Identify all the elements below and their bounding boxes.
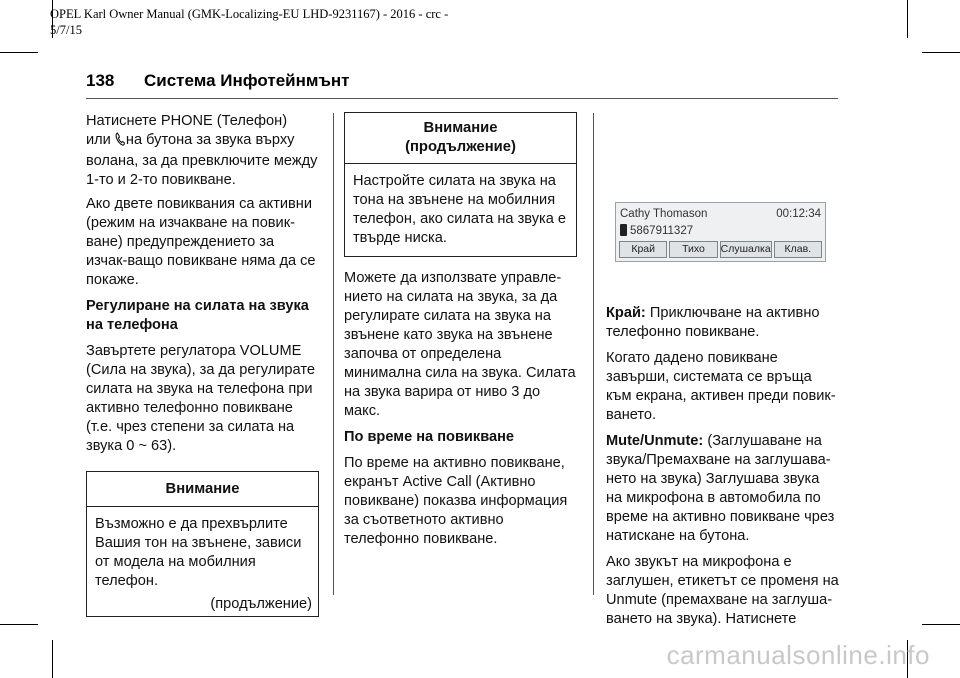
column-1 [86,112,319,617]
notice-title-line: (продължение) [405,139,516,155]
heading-rule [86,98,838,99]
crop-mark [0,624,38,625]
caller-number: 5867911327 [630,225,694,237]
column-divider [593,113,594,595]
crop-mark [0,52,38,53]
paragraph: Можете да използвате управле-нието на силата на звука, за да регулирате силата на звука на звънене като звука на звънене започва от определена минимална сила на звука. Силата на звука варира от ниво 3 до макс. [344,270,576,419]
column-2 [344,112,577,556]
page-heading [86,71,349,91]
paragraph [606,432,839,546]
caller-number-row [620,223,693,239]
column-divider [333,113,334,595]
notice-box [86,471,319,617]
paragraph [86,112,319,190]
paragraph: Ако двете повиквания са активни (режим на изчакване на повик-ване) предупреждението за изчак-ващо повикване няма да се покаже. [86,196,316,288]
crop-mark [907,0,908,38]
page-number: 138 [86,71,115,90]
section-title: Система Инфотейнмънт [144,71,350,90]
notice-title-line: Внимание [423,120,498,136]
text: Приключване на активно телефонно повикване. [606,305,820,340]
term-end: Край: [606,305,646,321]
notice-title: Внимание [87,472,318,507]
screen-softkeys [619,241,822,258]
caller-name: Cathy Thomason [620,208,708,220]
call-timer: 00:12:34 [776,208,821,220]
notice-body: Настройте силата на звука на тона на звънене на мобилния телефон, ако силата на звука е твърде ниска. [353,173,567,246]
paragraph: По време на активно повикване, екранът Active Call (Активно повикване) показва информация за съответното активно телефонно повикване. [344,455,568,547]
watermark: carmanualsonline.info [666,640,930,670]
notice-box [344,112,577,257]
paragraph: Ако звукът на микрофона е заглушен, етикетът се променя на Unmute (премахване на заглуша-ването на звука). Натиснете [606,554,839,627]
phone-device-icon [620,224,627,236]
crop-mark [922,52,960,53]
text: на бутона за звука върху волана, за да превключите между 1-то и 2-то повикване. [86,132,318,188]
notice-body: Възможно е да прехвърлите Вашия тон на звънене, зависи от модела на мобилния телефон. [95,516,302,589]
crop-mark [52,640,53,678]
screen-header [620,207,821,222]
mute-button[interactable]: Тихо [669,241,717,258]
phone-icon [115,132,125,152]
print-header [50,6,448,38]
paragraph [606,304,839,342]
column-3 [606,304,839,636]
notice-title [345,113,576,164]
term-mute: Mute/Unmute: [606,433,704,449]
paragraph: Завъртете регулатора VOLUME (Сила на звука), за да регулирате силата на звука на телефона при активно телефонно повикване (т.е. чрез степени за силата на звука 0 ~ 63). [86,343,315,454]
print-header-date: 5/7/15 [50,23,82,37]
active-call-screen [615,202,826,262]
text: (Заглушаване на звука/Премахване на заглушава-нето на звука) Заглушава звука на микрофона в автомобила по време на активно повикване чрез натискане на бутона. [606,433,835,544]
handset-button[interactable]: Слушалка [720,241,772,258]
continued-label: (продължение) [210,596,312,612]
print-header-line: OPEL Karl Owner Manual (GMK-Localizing-EU LHD-9231167) - 2016 - crc - [50,7,449,21]
end-call-button[interactable]: Край [619,241,667,258]
crop-mark [922,624,960,625]
keypad-button[interactable]: Клав. [774,241,822,258]
paragraph: Когато дадено повикване завърши, системата се връща към екрана, активен преди повик-ването. [606,350,836,423]
subheading: По време на повикване [344,429,515,445]
subheading: Регулиране на силата на звука на телефона [86,298,309,333]
text: Натиснете PHONE (Телефон) [86,113,288,129]
text: или [86,132,111,148]
